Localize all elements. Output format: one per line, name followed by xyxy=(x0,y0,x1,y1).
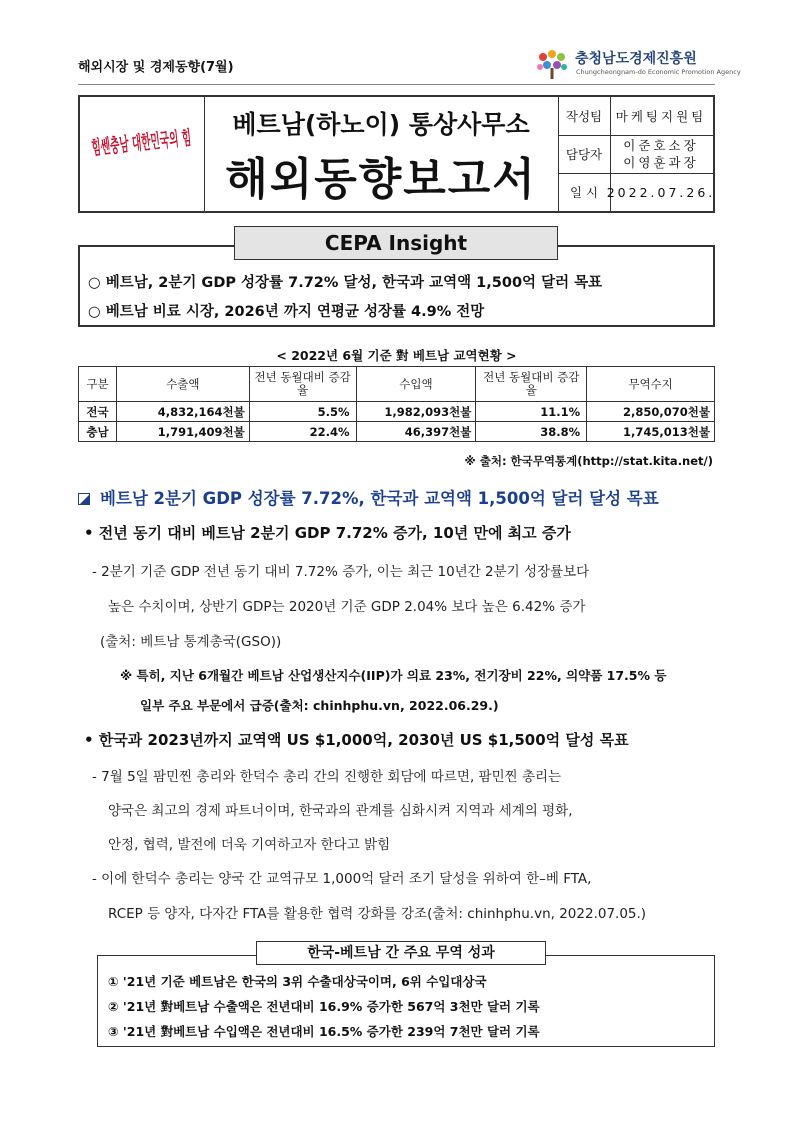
title-cell xyxy=(204,97,559,211)
cell-export: 4,832,164천불 xyxy=(116,402,249,422)
meta-row-team xyxy=(558,97,713,136)
meta-row-date xyxy=(558,173,716,211)
table-caption: < 2022년 6월 기준 對 베트남 교역현황 > xyxy=(276,348,517,363)
agency-logo xyxy=(535,46,741,82)
meta-value xyxy=(611,97,711,135)
cepa-item: ○ 베트남 비료 시장, 2026년 까지 연평균 성장률 4.9% 전망 xyxy=(88,304,485,320)
cell-export-change: 22.4% xyxy=(249,422,356,442)
col-header: 전년 동월대비 증감율 xyxy=(249,367,356,402)
cell-import: 1,982,093천불 xyxy=(356,402,476,422)
cepa-insight-title: CEPA Insight xyxy=(234,226,558,260)
table-row xyxy=(79,402,715,422)
achievement-item: ② '21년 對베트남 수출액은 전년대비 16.9% 증가한 567억 3천만 달러 기록 xyxy=(108,999,540,1014)
col-header: 무역수지 xyxy=(587,367,715,402)
paragraph-line: 안정, 협력, 발전에 더욱 기여하고자 한다고 밝힘 xyxy=(108,837,391,853)
cell-import-change: 38.8% xyxy=(476,422,587,442)
paragraph-line: RCEP 등 양자, 다자간 FTA를 활용한 협력 강화를 강조(출처: chinhphu.vn, 2022.07.05.) xyxy=(108,906,647,922)
col-header: 구분 xyxy=(79,367,117,402)
report-date: 2022.07.26. xyxy=(606,184,716,200)
meta-value xyxy=(611,135,711,173)
meta-key: 작성팀 xyxy=(558,97,611,135)
col-header: 전년 동월대비 증감율 xyxy=(476,367,587,402)
col-header: 수입액 xyxy=(356,367,476,402)
achievement-item: ③ '21년 對베트남 수입액은 전년대비 16.5% 증가한 239억 7천만 달러 기록 xyxy=(108,1024,540,1039)
agency-english-name: Chungcheongnam-do Economic Promotion Agency xyxy=(576,68,741,76)
agency-name: 충청남도경제진흥원 xyxy=(575,51,697,67)
report-title: 해외동향보고서 xyxy=(225,154,537,205)
meta-row-manager xyxy=(558,135,713,174)
seal-text: 힘쎈충남 대한민국의 힘 xyxy=(90,116,289,160)
table-header-row xyxy=(79,367,715,402)
calligraphy-seal-icon xyxy=(87,116,289,189)
meta-value xyxy=(606,173,716,211)
paragraph-line: 양국은 최고의 경제 파트너이며, 한국과의 관계를 심화시켜 지역과 세계의 평화, xyxy=(108,803,573,819)
section-title: 베트남 2분기 GDP 성장률 7.72%, 한국과 교역액 1,500억 달러 달성 목표 xyxy=(100,489,659,508)
section-heading xyxy=(78,485,659,509)
cepa-item: ○ 베트남, 2분기 GDP 성장률 7.72% 달성, 한국과 교역액 1,500억 달러 목표 xyxy=(88,275,603,291)
campaign-seal xyxy=(80,97,289,211)
paragraph-line: - 이에 한덕수 총리는 양국 간 교역규모 1,000억 달러 조기 달성을 위하여 한–베 FTA, xyxy=(92,871,592,887)
report-header xyxy=(78,95,715,213)
meta-key: 담당자 xyxy=(558,135,611,173)
meta-key: 일 시 xyxy=(558,173,611,211)
manager-1: 이준호소장 xyxy=(623,138,699,153)
section-square-icon xyxy=(78,493,90,505)
office-name: 베트남(하노이) 통상사무소 xyxy=(232,110,530,139)
cell-export-change: 5.5% xyxy=(249,402,356,422)
cell-balance: 1,745,013천불 xyxy=(587,422,715,442)
paragraph-line: 높은 수치이며, 상반기 GDP는 2020년 기준 GDP 2.04% 보다 높은 6.42% 증가 xyxy=(108,599,586,615)
col-header: 수출액 xyxy=(116,367,249,402)
bullet-heading-2: • 한국과 2023년까지 교역액 US $1,000억, 2030년 US $1,500억 달성 목표 xyxy=(84,731,629,749)
achievements-title: 한국-베트남 간 주요 무역 성과 xyxy=(256,941,546,965)
highlight-note: ※ 특히, 지난 6개월간 베트남 산업생산지수(IIP)가 의료 23%, 전기장비 22%, 의약품 17.5% 등 xyxy=(120,668,667,683)
manager-2: 이영훈과장 xyxy=(623,155,699,170)
table-source: ※ 출처: 한국무역통계(http://stat.kita.net/) xyxy=(464,454,713,468)
source-note: (출처: 베트남 통계총국(GSO)) xyxy=(100,634,282,650)
paragraph-line: - 2분기 기준 GDP 전년 동기 대비 7.72% 증가, 이는 최근 10년간 2분기 성장률보다 xyxy=(92,564,590,580)
cell-balance: 2,850,070천불 xyxy=(587,402,715,422)
achievement-item: ① '21년 기준 베트남은 한국의 3위 수출대상국이며, 6위 수입대상국 xyxy=(108,974,487,989)
cell-region: 전국 xyxy=(79,402,117,422)
team-name: 마케팅지원팀 xyxy=(615,108,707,124)
trade-table xyxy=(78,366,715,442)
table-row xyxy=(79,422,715,442)
header-rule xyxy=(78,84,715,85)
tree-logo-icon xyxy=(535,48,569,80)
cell-import-change: 11.1% xyxy=(476,402,587,422)
achievements-box xyxy=(97,955,715,1047)
cell-import: 46,397천불 xyxy=(356,422,476,442)
cell-export: 1,791,409천불 xyxy=(116,422,249,442)
paragraph-line: - 7월 5일 팜민찐 총리와 한덕수 총리 간의 진행한 회담에 따르면, 팜민찐 총리는 xyxy=(92,769,562,785)
highlight-note: 일부 주요 부문에서 급증(출처: chinhphu.vn, 2022.06.29.) xyxy=(140,698,499,713)
cell-region: 충남 xyxy=(79,422,117,442)
bullet-heading-1: • 전년 동기 대비 베트남 2분기 GDP 7.72% 증가, 10년 만에 최고 증가 xyxy=(84,524,571,542)
report-meta xyxy=(558,97,716,211)
report-series-label: 해외시장 및 경제동향(7월) xyxy=(78,60,234,75)
